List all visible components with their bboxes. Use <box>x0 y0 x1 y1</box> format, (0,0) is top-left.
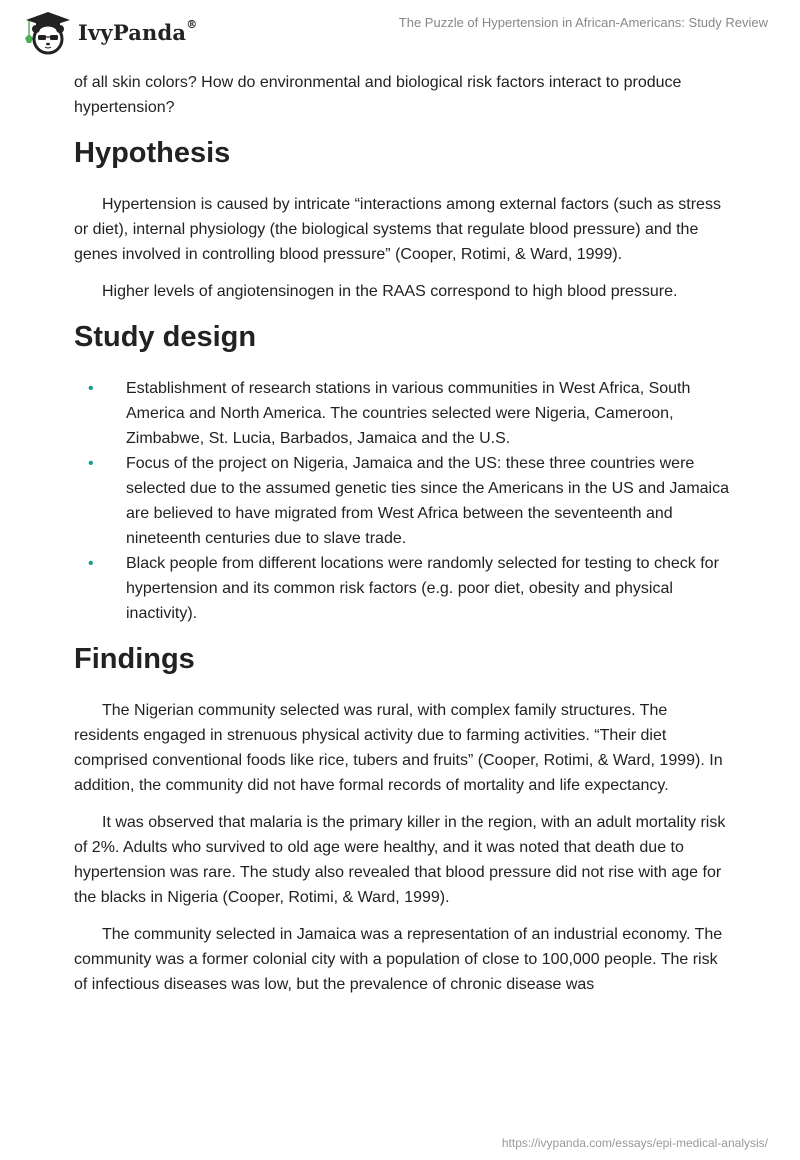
bullet-icon: • <box>88 455 94 472</box>
study-design-list <box>74 376 734 626</box>
intro-continuation: of all skin colors? How do environmental and biological risk factors interact to produce hypertension? <box>74 74 682 116</box>
heading-hypothesis: Hypothesis <box>74 137 231 169</box>
list-item: • Black people from different locations were randomly selected for testing to check for hypertension and its common risk factors (e.g. poor diet, obesity and physical inactivity). <box>74 551 734 626</box>
paragraph: It was observed that malaria is the primary killer in the region, with an adult mortality risk of 2%. Adults who survived to old age were healthy, and it was noted that death due to hypertension was rare. The study also revealed that blood pressure did not rise with age for the blacks in Nigeria (Cooper, Rotimi, & Ward, 1999). <box>74 814 726 906</box>
document-title: The Puzzle of Hypertension in African-Americans: Study Review <box>398 15 768 30</box>
paragraph: The Nigerian community selected was rural, with complex family structures. The residents engaged in strenuous physical activity due to farming activities. “Their diet comprised conventional foods like rice, tubers and fruits” (Cooper, Rotimi, & Ward, 1999). In addition, the community did not have formal records of mortality and life expectancy. <box>74 702 723 794</box>
paragraph: Higher levels of angiotensinogen in the RAAS correspond to high blood pressure. <box>102 283 678 300</box>
heading-study-design: Study design <box>74 321 257 353</box>
panda-graduate-icon <box>18 8 74 56</box>
heading-findings: Findings <box>74 643 195 675</box>
paragraph: Hypertension is caused by intricate “interactions among external factors (such as stress or diet), internal physiology (the biological systems that regulate blood pressure) and the genes involved in controlling blood pressure” (Cooper, Rotimi, & Ward, 1999). <box>74 196 721 263</box>
brand-name: IvyPanda® <box>78 17 198 45</box>
article-body <box>74 70 734 1009</box>
paragraph: The community selected in Jamaica was a representation of an industrial economy. The community was a former colonial city with a population of close to 100,000 people. The risk of infectious diseases was low, but the prevalence of chronic disease was <box>74 926 723 993</box>
bullet-icon: • <box>88 555 94 572</box>
bullet-icon: • <box>88 380 94 397</box>
list-item: • Establishment of research stations in various communities in West Africa, South America and North America. The countries selected were Nigeria, Cameroon, Zimbabwe, St. Lucia, Barbados, Jamaica and the U.S. <box>74 376 734 451</box>
list-item: • Focus of the project on Nigeria, Jamaica and the US: these three countries were selected due to the assumed genetic ties since the Americans in the US and Jamaica are believed to have migrated from West Africa between the seventeenth and nineteenth centuries due to slave trade. <box>74 451 734 551</box>
ivypanda-logo[interactable] <box>18 8 197 56</box>
source-url[interactable]: https://ivypanda.com/essays/epi-medical-analysis/ <box>501 1136 768 1150</box>
page-header <box>0 0 800 60</box>
